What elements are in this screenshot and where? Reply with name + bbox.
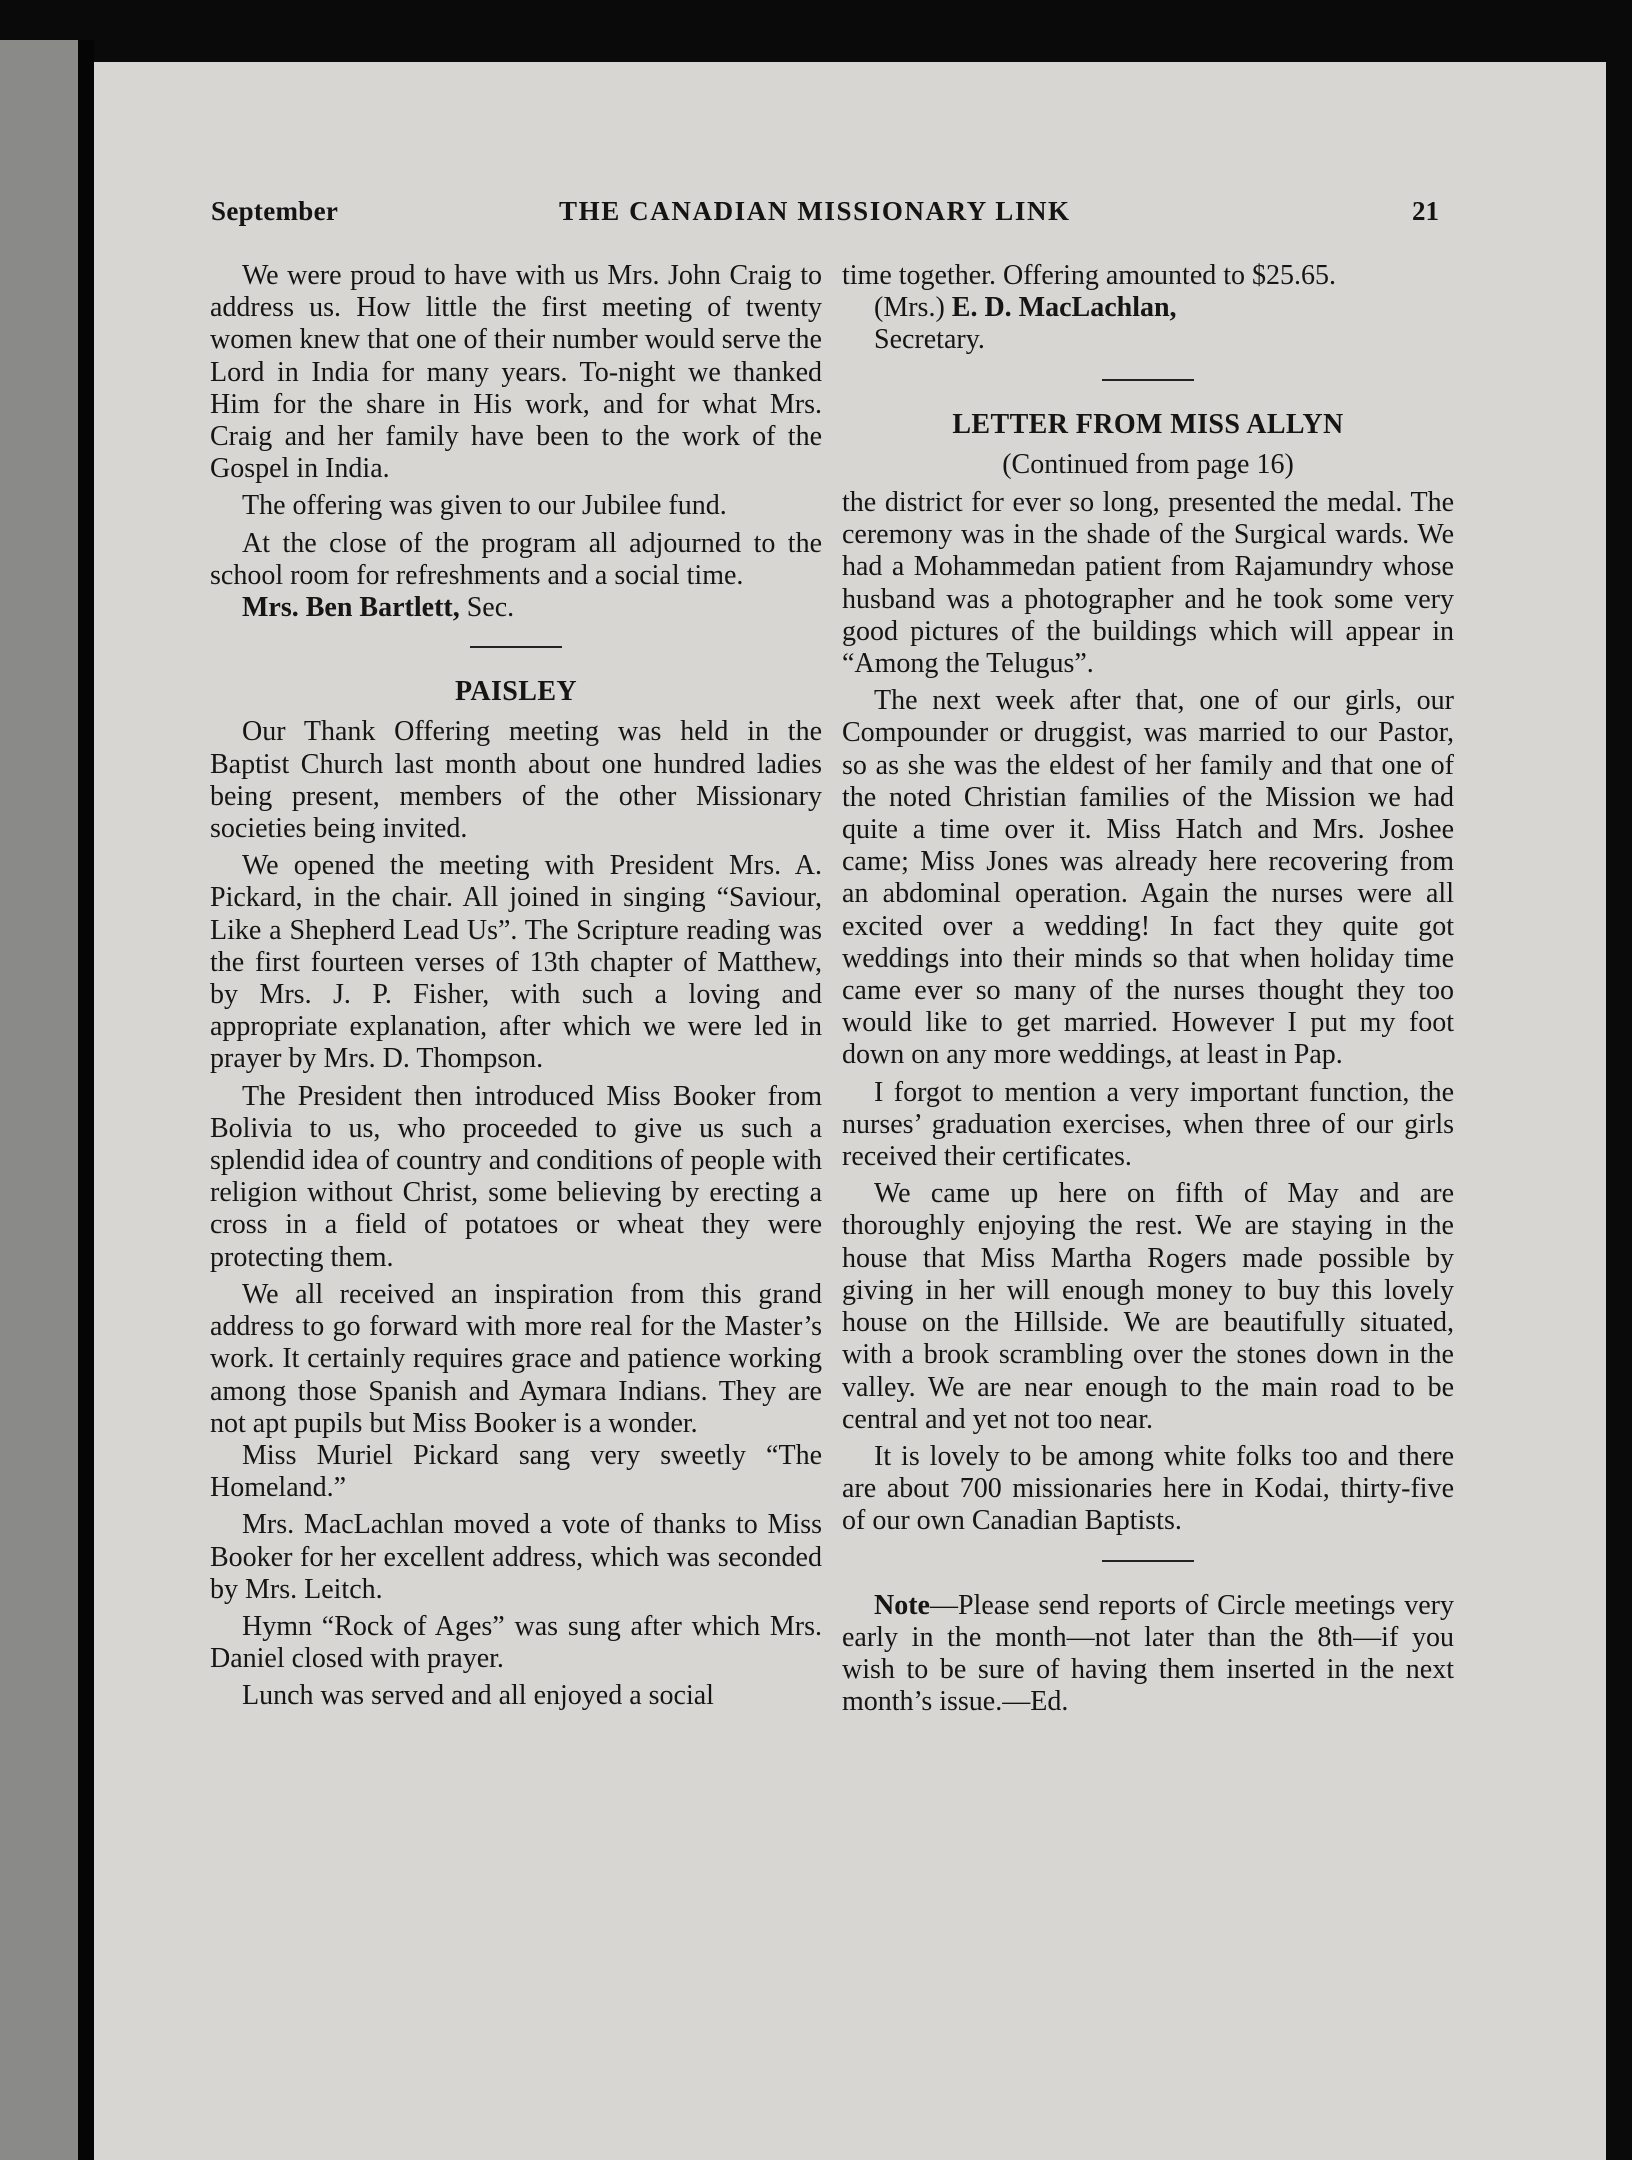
- note-text: —Please send reports of Circle meetings very early in the month—not later than the 8th—if you wish to be sure of having them inserted in the next month’s issue.—Ed.: [842, 1589, 1454, 1718]
- paragraph: We were proud to have with us Mrs. John Craig to address us. How little the first meeting of twenty women knew that one of their number would serve the Lord in India for many years. To-night we thanked Him for the share in His work, and for what Mrs. Craig and her family have been to the work of the Gospel in India.: [210, 260, 822, 485]
- paragraph: We came up here on fifth of May and are thoroughly enjoying the rest. We are staying in the house that Miss Martha Rogers made possible by giving in her will enough money to buy this lovely house on the Hillside. We are beautifully situated, with a brook scrambling over the stones down in the valley. We are near enough to the main road to be central and yet not too near.: [842, 1178, 1454, 1435]
- paragraph: The next week after that, one of our girls, our Compounder or druggist, was married to our Pastor, so as she was the eldest of her family and that one of the noted Christian families of the Mission we had quite a time over it. Miss Hatch and Mrs. Joshee came; Miss Jones was already here recovering from an abdominal operation. Again the nurses were all excited over a wedding! In fact they quite got weddings into their minds so that when holiday time came ever so many of the nurses thought they too would like to get married. However I put my foot down on any more weddings, at least in Pap.: [842, 685, 1454, 1071]
- signature-title: Secretary.: [874, 324, 985, 356]
- page-number: 21: [1412, 196, 1439, 226]
- binding-edge: [78, 40, 94, 2160]
- paragraph: time together. Offering amounted to $25.65.: [842, 260, 1337, 291]
- section-divider: [470, 646, 562, 648]
- signature: [210, 592, 822, 624]
- header-title: THE CANADIAN MISSIONARY LINK: [559, 196, 1071, 226]
- section-heading: PAISLEY: [454, 676, 578, 708]
- continued-note: (Continued from page 16): [1002, 448, 1294, 480]
- left-column: [210, 260, 822, 1713]
- section-divider: [1102, 379, 1194, 381]
- paragraph: We all received an inspiration from this grand address to go forward with more real for the Master’s work. It certainly requires grace and patience working among those Spanish and Aymara Indians. They are not apt pupils but Miss Booker is a wonder.: [210, 1278, 822, 1439]
- paragraph: Mrs. MacLachlan moved a vote of thanks to Miss Booker for her excellent address, which was seconded by Mrs. Leitch.: [210, 1509, 822, 1605]
- paragraph: Our Thank Offering meeting was held in the Baptist Church last month about one hundred ladies being present, members of the other Missionary societies being invited.: [210, 716, 822, 845]
- note-label: Note: [874, 1589, 930, 1621]
- paragraph: At the close of the program all adjourned to the school room for refreshments and a social time.: [210, 527, 822, 591]
- editor-note: [842, 1590, 1454, 1719]
- signature-name: Mrs. Ben Bartlett,: [242, 592, 460, 624]
- signature-title: Sec.: [466, 592, 515, 624]
- right-column: [842, 260, 1454, 1718]
- section-divider: [1102, 1560, 1194, 1562]
- facing-page-edge: [0, 40, 78, 2160]
- paragraph: The President then introduced Miss Booker from Bolivia to us, who proceeded to give us such a splendid idea of country and conditions of people with religion without Christ, some believing by erecting a cross in a field of potatoes or wheat they were protecting them.: [210, 1080, 822, 1273]
- paragraph: Miss Muriel Pickard sang very sweetly “The Homeland.”: [210, 1439, 822, 1504]
- paragraph: We opened the meeting with President Mrs. A. Pickard, in the chair. All joined in singing “Saviour, Like a Shepherd Lead Us”. The Scripture reading was the first fourteen verses of 13th chapter of Matthew, by Mrs. J. P. Fisher, with such a loving and appropriate explanation, after which we were led in prayer by Mrs. D. Thompson.: [210, 850, 822, 1075]
- signature: [842, 292, 1454, 324]
- signature-name: E. D. MacLachlan,: [951, 292, 1177, 324]
- paragraph: It is lovely to be among white folks too and there are about 700 missionaries here in Kodai, thirty-five of our own Canadian Baptists.: [842, 1440, 1454, 1537]
- paragraph: Lunch was served and all enjoyed a social: [242, 1680, 714, 1712]
- paragraph: Hymn “Rock of Ages” was sung after which Mrs. Daniel closed with prayer.: [210, 1610, 822, 1675]
- signature-prefix: (Mrs.): [874, 292, 945, 324]
- paragraph: The offering was given to our Jubilee fund.: [242, 490, 727, 522]
- paragraph: I forgot to mention a very important function, the nurses’ graduation exercises, when three of our girls received their certificates.: [842, 1076, 1454, 1173]
- header-month: September: [211, 196, 339, 226]
- paragraph: the district for ever so long, presented the medal. The ceremony was in the shade of the Surgical wards. We had a Mohammedan patient from Rajamundry whose husband was a photographer and he took some very good pictures of the buildings which will appear in “Among the Telugus”.: [842, 487, 1454, 680]
- section-heading: LETTER FROM MISS ALLYN: [952, 408, 1344, 440]
